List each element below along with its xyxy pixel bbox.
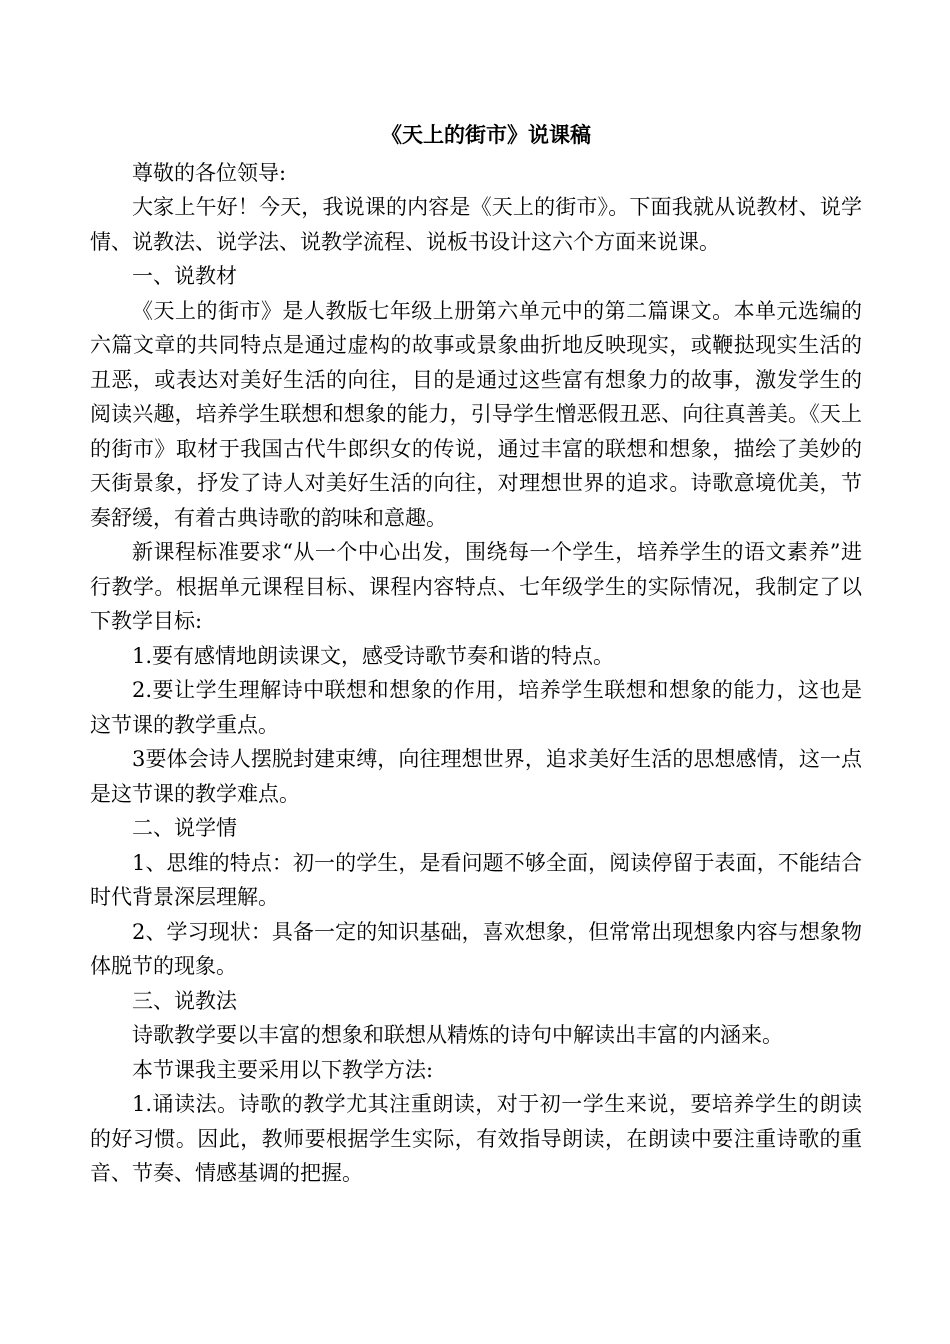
student-point-1: 1、思维的特点：初一的学生，是看问题不够全面，阅读停留于表面，不能结合时代背景深层理解。 bbox=[90, 850, 862, 909]
paragraph-greeting: 尊敬的各位领导: bbox=[132, 160, 287, 185]
method-1-reading: 1.诵读法。诗歌的教学尤其注重朗读，对于初一学生来说，要培养学生的朗读的好习惯。因此，教师要根据学生实际，有效指导朗读，在朗读中要注重诗歌的重音、节奏、情感基调的把握。 bbox=[90, 1092, 862, 1185]
paragraph-intro: 大家上午好！今天，我说课的内容是《天上的街市》。下面我就从说教材、说学情、说教法、说学法、说教学流程、说板书设计这六个方面来说课。 bbox=[90, 195, 862, 254]
paragraph-curriculum-standard: 新课程标准要求“从一个中心出发，围绕每一个学生，培养学生的语文素养”进行教学。根据单元课程目标、课程内容特点、七年级学生的实际情况，我制定了以下教学目标: bbox=[90, 540, 862, 633]
document-title: 《天上的街市》说课稿 bbox=[381, 123, 591, 147]
paragraph-textbook-analysis: 《天上的街市》是人教版七年级上册第六单元中的第二篇课文。本单元选编的六篇文章的共同特点是通过虚构的故事或景象曲折地反映现实，或鞭挞现实生活的丑恶，或表达对美好生活的向往，目的是通过这些富有想象力的故事，激发学生的阅读兴趣，培养学生联想和想象的能力，引导学生憎恶假丑恶、向往真善美。《天上的街市》取材于我国古代牛郎织女的传说，通过丰富的联想和想象，描绘了美妙的天街景象，抒发了诗人对美好生活的向往，对理想世界的追求。诗歌意境优美，节奏舒缓，有着古典诗歌的韵味和意趣。 bbox=[90, 298, 862, 530]
document-body bbox=[90, 118, 862, 1191]
section-heading-methods: 三、说教法 bbox=[132, 988, 237, 1013]
paragraph-poetry-teaching: 诗歌教学要以丰富的想象和联想从精炼的诗句中解读出丰富的内涵来。 bbox=[132, 1023, 783, 1047]
paragraph-methods-intro: 本节课我主要采用以下教学方法: bbox=[132, 1057, 434, 1082]
teaching-goal-2: 2.要让学生理解诗中联想和想象的作用，培养学生联想和想象的能力，这也是这节课的教学重点。 bbox=[90, 678, 862, 737]
teaching-goal-3: 3要体会诗人摆脱封建束缚，向往理想世界，追求美好生活的思想感情，这一点是这节课的教学难点。 bbox=[90, 747, 862, 806]
section-heading-textbook: 一、说教材 bbox=[132, 264, 237, 288]
student-point-2: 2、学习现状：具备一定的知识基础，喜欢想象，但常常出现想象内容与想象物体脱节的现象。 bbox=[90, 919, 862, 978]
teaching-goal-1: 1.要有感情地朗读课文，感受诗歌节奏和谐的特点。 bbox=[132, 643, 615, 668]
section-heading-students: 二、说学情 bbox=[132, 816, 237, 840]
